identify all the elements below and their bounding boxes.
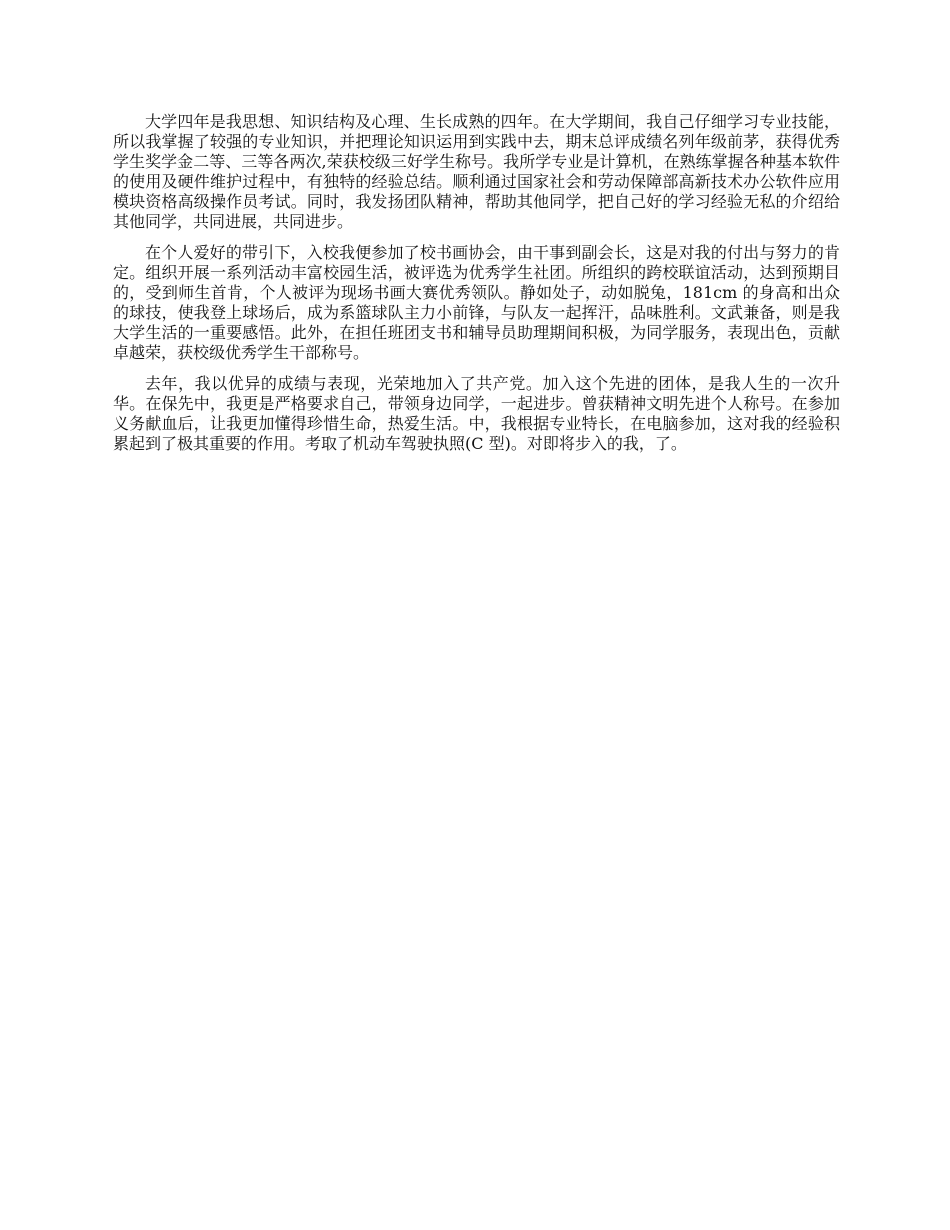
paragraph-2: 在个人爱好的带引下，入校我便参加了校书画协会，由干事到副会长，这是对我的付出与努力的肯定。组织开展一系列活动丰富校园生活，被评选为优秀学生社团。所组织的跨校联谊活动，达到预期目的，受到师生首肯，个人被评为现场书画大赛优秀领队。静如处子，动如脱兔，181cm 的身高和出众的球技，使我登上球场后，成为系篮球队主力小前锋，与队友一起挥汗，品味胜利。文武兼备，则是我大学生活的一重要感悟。此外，在担任班团支书和辅导员助理期间积极，为同学服务，表现出色，贡献卓越荣，获校级优秀学生干部称号。 <box>113 243 840 362</box>
paragraph-1: 大学四年是我思想、知识结构及心理、生长成熟的四年。在大学期间，我自己仔细学习专业技能，所以我掌握了较强的专业知识，并把理论知识运用到实践中去，期末总评成绩名列年级前茅，获得优秀学生奖学金二等、三等各两次,荣获校级三好学生称号。我所学专业是计算机，在熟练掌握各种基本软件的使用及硬件维护过程中，有独特的经验总结。顺利通过国家社会和劳动保障部高新技术办公软件应用模块资格高级操作员考试。同时，我发扬团队精神，帮助其他同学，把自己好的学习经验无私的介绍给其他同学，共同进展，共同进步。 <box>113 112 840 231</box>
paragraph-3: 去年，我以优异的成绩与表现，光荣地加入了共产党。加入这个先进的团体，是我人生的一次升华。在保先中，我更是严格要求自己，带领身边同学，一起进步。曾获精神文明先进个人称号。在参加义务献血后，让我更加懂得珍惜生命，热爱生活。中，我根据专业特长，在电脑参加，这对我的经验积累起到了极其重要的作用。考取了机动车驾驶执照(C 型)。对即将步入的我，了。 <box>113 374 840 453</box>
document-body <box>113 112 840 465</box>
